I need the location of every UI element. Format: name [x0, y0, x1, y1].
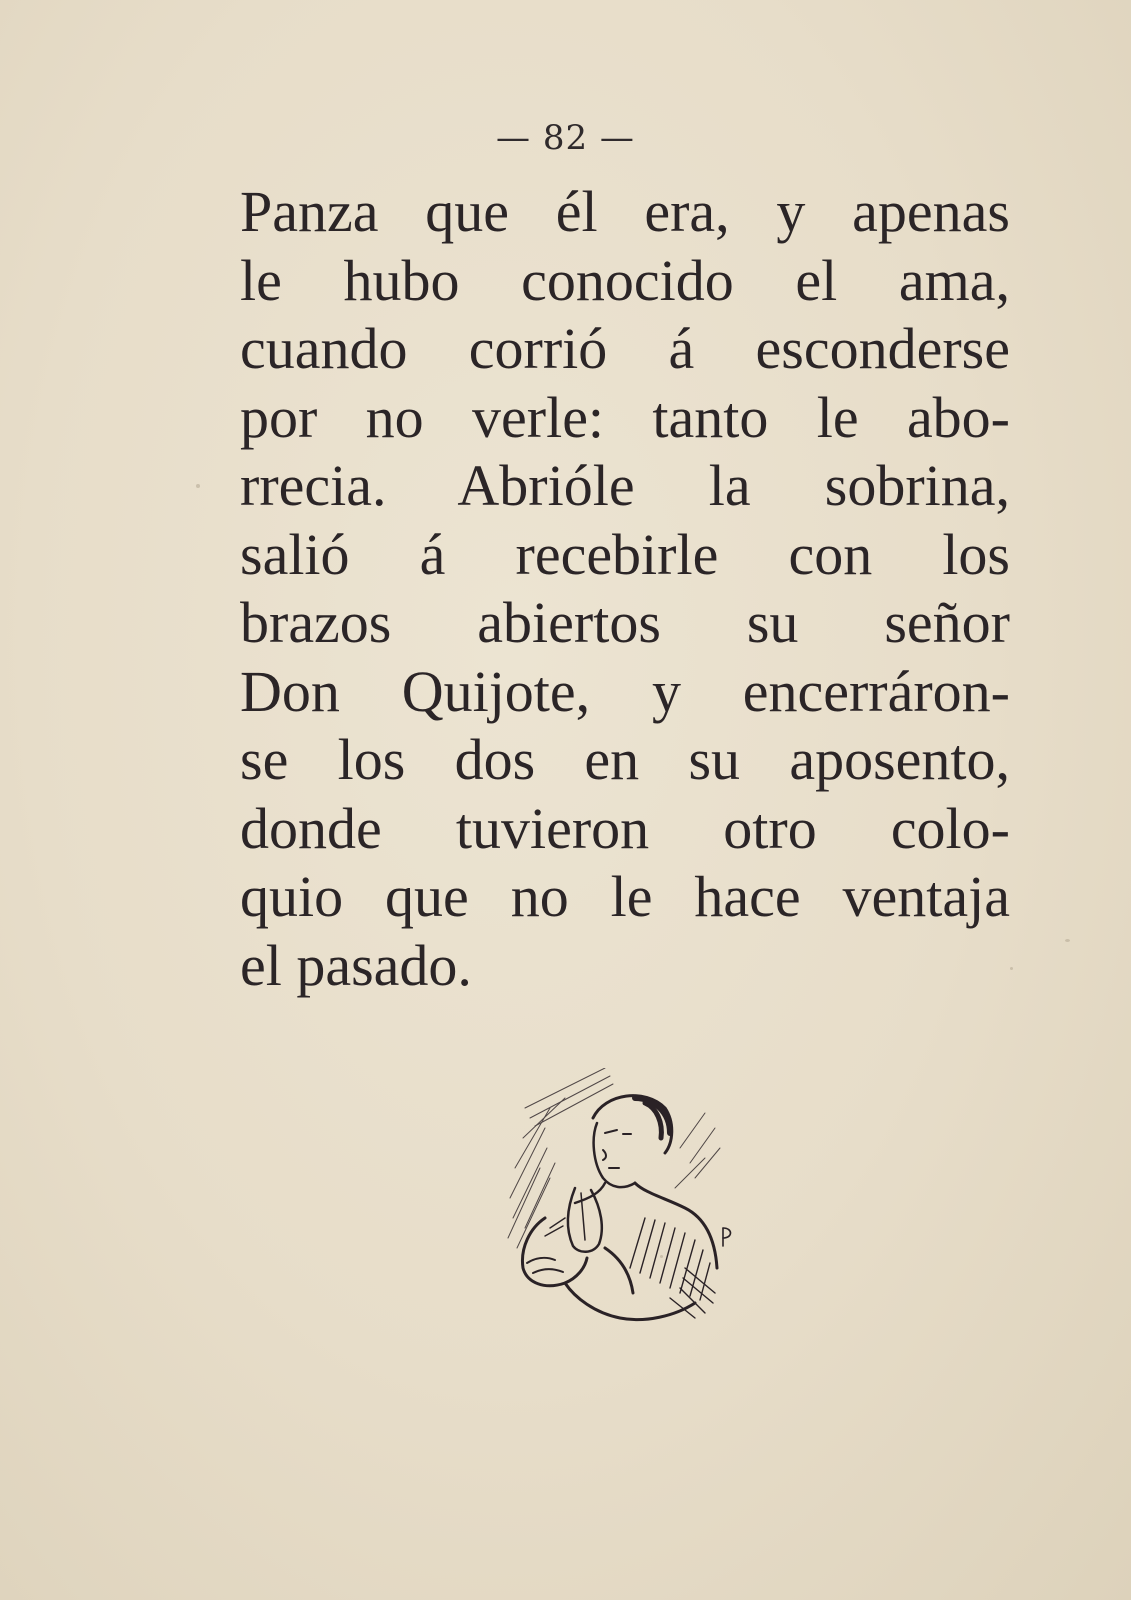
body-text	[240, 178, 1010, 1000]
text-line: salió á recebirle con los	[240, 521, 1010, 587]
text-line: el pasado.	[240, 932, 472, 998]
text-line: brazos abiertos su señor	[240, 590, 1010, 655]
paper-spot	[1065, 939, 1070, 942]
text-line: Don Quijote, y encerráron-	[240, 658, 1010, 724]
paper-spot	[196, 484, 200, 488]
text-line: le hubo conocido el ama,	[240, 247, 1010, 313]
praying-woman-engraving	[505, 1068, 755, 1333]
text-line: quio que no le hace ventaja	[240, 864, 1010, 929]
text-line: rrecia. Abrióle la sobrina,	[240, 453, 1010, 518]
text-line: se los dos en su aposento,	[240, 727, 1010, 792]
text-line: Panza que él era, y apenas	[240, 179, 1010, 244]
page-number: — 82 —	[496, 118, 635, 158]
text-line: cuando corrió á esconderse	[240, 316, 1010, 381]
text-line: por no verle: tanto le abo-	[240, 384, 1010, 450]
text-line: donde tuvieron otro colo-	[240, 795, 1010, 861]
paper-spot	[1010, 967, 1013, 970]
